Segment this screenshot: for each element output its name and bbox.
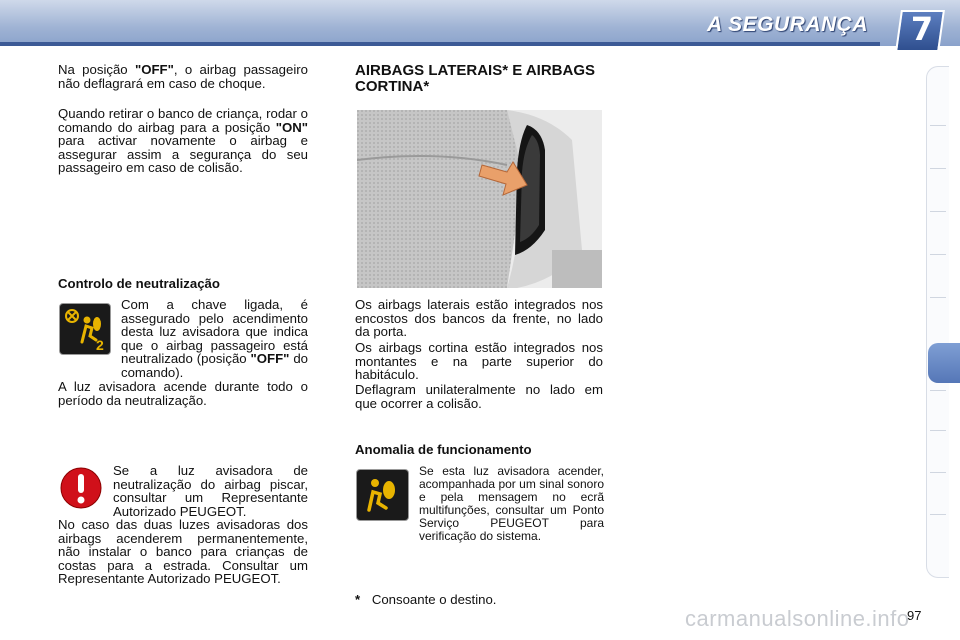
chapter-title: A SEGURANÇA	[706, 13, 868, 36]
chapter-number: 7	[910, 10, 934, 48]
chapter-tab-divider	[930, 514, 946, 515]
header-rule	[0, 42, 880, 46]
airbag-warning-icon	[356, 469, 409, 521]
chapter-tab-divider	[930, 211, 946, 212]
paragraph-on: Quando retirar o banco de criança, rodar o comando do airbag para a posição "ON" para activar novamente o airbag e assegurar assim a segurança do seu passageiro em caso de colisão.	[58, 106, 308, 176]
footnote-text: Consoante o destino.	[371, 592, 497, 607]
chapter-tabs	[926, 66, 949, 578]
neutralization-text: Com a chave ligada, é assegurado pelo acendimento desta luz avisadora que indica que o airbag passageiro está neutralizado (posição "OFF" do comando).	[121, 297, 308, 380]
chapter-tab-divider	[930, 472, 946, 473]
chapter-tab-divider	[930, 254, 946, 255]
neutralization-text-2: A luz avisadora acende durante todo o período da neutralização.	[58, 379, 308, 408]
curtain-airbag-text: Os airbags cortina estão integrados nos montantes e na parte superior do habitáculo.	[355, 340, 603, 383]
chapter-tab-divider	[930, 168, 946, 169]
warning-text: Se a luz avisadora de neutralização do airbag piscar, consultar um Representante Autorizado PEUGEOT.	[113, 463, 308, 519]
footnote-star: *	[355, 592, 361, 607]
chapter-tab-active[interactable]	[928, 343, 960, 383]
side-airbag-photo	[357, 110, 602, 288]
chapter-tab-divider	[930, 297, 946, 298]
neutralization-heading: Controlo de neutralização	[58, 276, 220, 291]
section-heading: AIRBAGS LATERAIS* E AIRBAGS CORTINA*	[355, 62, 596, 95]
footnote	[355, 592, 496, 607]
chapter-tab-divider	[930, 125, 946, 126]
svg-text:2: 2	[96, 337, 104, 353]
anomaly-text: Se esta luz avisadora acender, acompanhada por um sinal sonoro e pela mensagem no ecrã multifunções, consultar um Ponto Serviço PEUGEOT para verificação do sistema.	[419, 464, 604, 543]
exclamation-warning-icon	[59, 466, 103, 510]
page-number: 97	[907, 608, 922, 623]
chapter-tab-divider	[930, 430, 946, 431]
deployment-text: Deflagram unilateralmente no lado em que ocorrer a colisão.	[355, 382, 603, 411]
paragraph-off: Na posição "OFF", o airbag passageiro não deflagrará em caso de choque.	[58, 62, 308, 91]
warning-text-2: No caso das duas luzes avisadoras dos airbags acenderem permanentemente, não instalar o banco para crianças de costas para a estrada. Consultar um Representante Autorizado PEUGEOT.	[58, 517, 308, 587]
side-airbag-text: Os airbags laterais estão integrados nos encostos dos bancos da frente, no lado da porta.	[355, 297, 603, 340]
anomaly-heading: Anomalia de funcionamento	[355, 442, 532, 457]
watermark: carmanualsonline.info	[685, 606, 910, 631]
chapter-tab-divider	[930, 390, 946, 391]
airbag-off-warning-icon	[59, 303, 111, 355]
